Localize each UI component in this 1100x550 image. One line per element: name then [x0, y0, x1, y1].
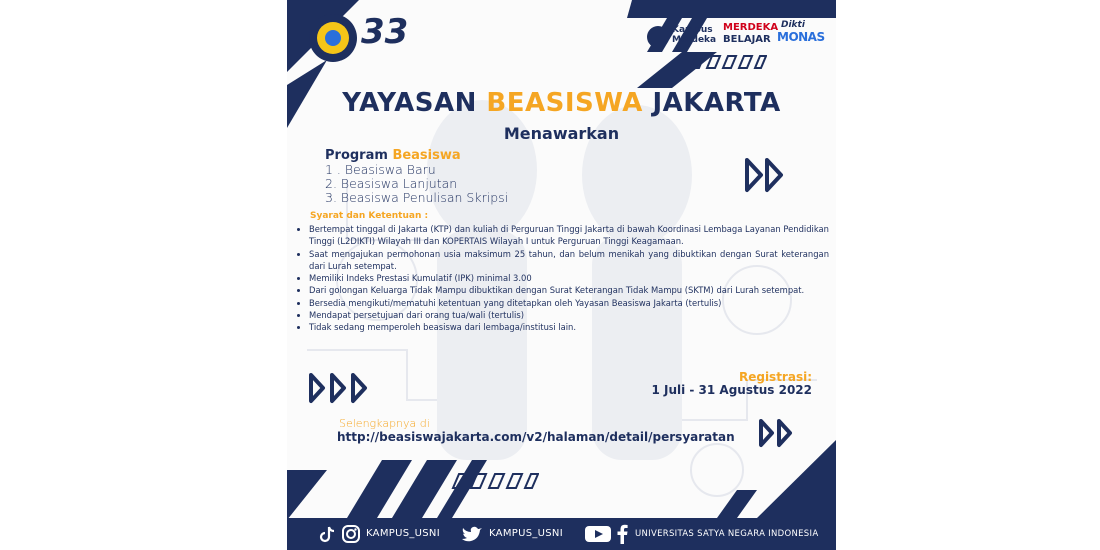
requirement-item: • Memiliki Indeks Prestasi Kumulatif (IPK) minimal 3.00: [309, 272, 829, 284]
title-part-2: BEASISWA: [486, 88, 643, 118]
dikti-logo: Dikti: [781, 20, 805, 30]
title-part-3: JAKARTA: [652, 88, 781, 118]
requirement-item: • Tidak sedang memperoleh beasiswa dari lembaga/institusi lain.: [309, 321, 829, 333]
footer-bar: [287, 518, 836, 550]
requirement-item: • Bertempat tinggal di Jakarta (KTP) dan kuliah di Perguruan Tinggi Jakarta di bawah Koordinasi Lembaga Layanan Pendidikan Tinggi (L2DIKTI) Wilayah III dan KOPERTAIS Wilayah I untuk Perguruan Tinggi Keagamaan.: [309, 223, 829, 248]
triple-chevron-icon: [307, 372, 373, 404]
requirement-item: • Mendapat persetujuan dari orang tua/wali (tertulis): [309, 309, 829, 321]
program-item: 2. Beasiswa Lanjutan: [325, 176, 458, 191]
parallelogram-row-top: [687, 54, 767, 70]
kampus-merdeka-logo: Kampus Merdeka: [672, 25, 717, 45]
poster: [287, 0, 836, 550]
social-handle-instagram: KAMPUS_USNI: [366, 528, 440, 539]
program-item: 1 . Beasiswa Baru: [325, 162, 436, 177]
title-part-1: YAYASAN: [342, 88, 477, 118]
registration-label: Registrasi:: [738, 370, 812, 384]
kemdikbud-logo: [647, 26, 669, 48]
double-chevron-icon: [743, 157, 789, 193]
program-heading-prefix: Program: [325, 148, 388, 163]
requirement-item: • Dari golongan Keluarga Tidak Mampu dibuktikan dengan Surat Keterangan Tidak Mampu (SKTM) dari Lurah setempat.: [309, 284, 829, 296]
anniversary-logo: 33: [361, 12, 409, 52]
merdeka-logo: MERDEKA: [723, 22, 779, 33]
requirement-item: • Bersedia mengikuti/mematuhi ketentuan yang ditetapkan oleh Yayasan Beasiswa Jakarta (tertulis): [309, 297, 829, 309]
page-title: [287, 88, 836, 118]
usni-logo: [309, 14, 357, 62]
requirements-list: [297, 223, 829, 334]
instagram-icon[interactable]: [341, 524, 361, 544]
facebook-icon[interactable]: [615, 523, 629, 545]
youtube-icon[interactable]: [584, 525, 612, 543]
university-name: UNIVERSITAS SATYA NEGARA INDONESIA: [635, 529, 819, 539]
more-info-link[interactable]: http://beasiswajakarta.com/v2/halaman/detail/persyaratan: [337, 430, 735, 444]
social-handle-twitter: KAMPUS_USNI: [489, 528, 563, 539]
tiktok-icon[interactable]: [319, 525, 337, 543]
monas-logo: MONAS: [777, 30, 825, 44]
requirement-item: • Saat mengajukan permohonan usia maksimum 25 tahun, dan belum menikah yang dibuktikan dengan Surat keterangan dari Lurah setempat.: [309, 248, 829, 273]
belajar-logo: BELAJAR: [723, 34, 771, 45]
double-chevron-icon-bottom: [757, 418, 799, 448]
program-section: [325, 148, 508, 205]
requirements-heading: Syarat dan Ketentuan :: [310, 211, 429, 221]
twitter-icon[interactable]: [461, 525, 483, 543]
program-heading-highlight: Beasiswa: [392, 148, 461, 163]
subtitle: Menawarkan: [503, 124, 620, 143]
registration-dates: 1 Juli - 31 Agustus 2022: [651, 383, 812, 397]
parallelogram-row-bottom: [449, 472, 539, 490]
program-item: 3. Beasiswa Penulisan Skripsi: [325, 190, 509, 205]
program-heading: [325, 148, 508, 163]
more-info-label: Selengkapnya di: [339, 417, 430, 430]
